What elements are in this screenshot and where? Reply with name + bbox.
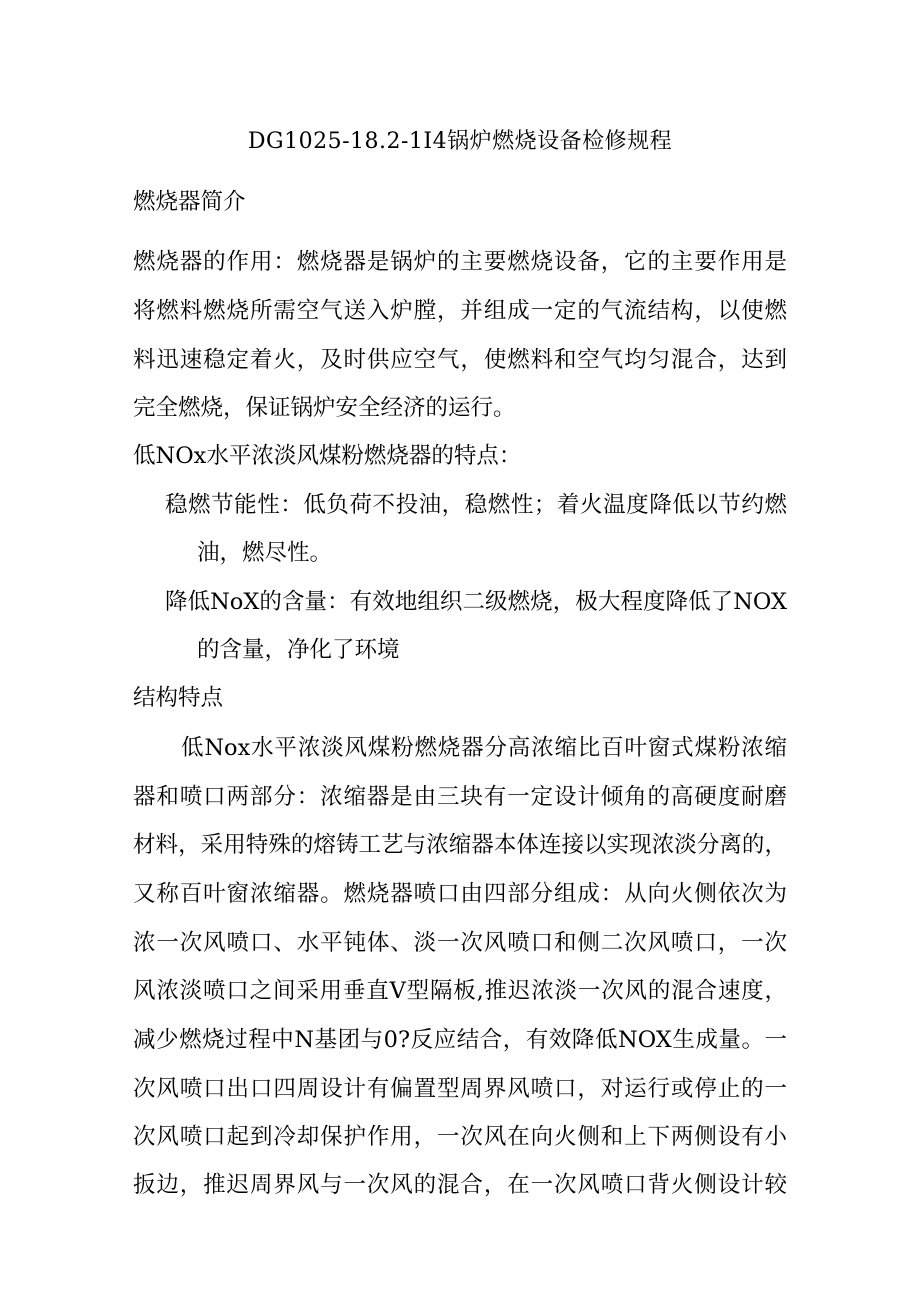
paragraph-line: 减少燃烧过程中N基团与0?反应结合，有效降低NOX生成量。一 [133, 1027, 787, 1053]
section-heading-structure: 结构特点 [133, 685, 224, 711]
paragraph-line: 完全燃烧，保证锅炉安全经济的运行。 [133, 395, 516, 421]
feature-line: 稳燃节能性：低负荷不投油，稳燃性；着火温度降低以节约燃 [165, 492, 787, 518]
paragraph-line: 次风喷口出口四周设计有偏置型周界风喷口，对运行或停止的一 [133, 1076, 787, 1102]
paragraph-line: 器和喷口两部分：浓缩器是由三块有一定设计倾角的高硬度耐磨 [133, 784, 787, 810]
paragraph-line: 材料，采用特殊的熔铸工艺与浓缩器本体连接以实现浓淡分离的， [133, 832, 787, 858]
paragraph-line: 燃烧器的作用：燃烧器是锅炉的主要燃烧设备，它的主要作用是 [133, 249, 787, 275]
paragraph-line: 扳边，推迟周界风与一次风的混合，在一次风喷口背火侧设计较 [133, 1172, 787, 1198]
feature-line: 降低NoX的含量：有效地组织二级燃烧，极大程度降低了NOX [165, 589, 787, 615]
feature-line: 油，燃尽性。 [197, 540, 333, 566]
document-title: DG1025-18.2-1I4锅炉燃烧设备检修规程 [247, 129, 673, 154]
section-heading-burner-intro: 燃烧器简介 [133, 189, 246, 215]
paragraph-line: 低Nox水平浓淡风煤粉燃烧器分高浓缩比百叶窗式煤粉浓缩 [181, 735, 787, 761]
paragraph-line: 又称百叶窗浓缩器。燃烧器喷口由四部分组成：从向火侧依次为 [133, 881, 787, 907]
feature-line: 的含量，净化了环境 [197, 637, 400, 663]
paragraph-line: 次风喷口起到冷却保护作用，一次风在向火侧和上下两侧设有小 [133, 1124, 787, 1150]
paragraph-line: 浓一次风喷口、水平钝体、淡一次风喷口和侧二次风喷口，一次 [133, 930, 787, 956]
paragraph-line: 料迅速稳定着火，及时供应空气，使燃料和空气均匀混合，达到 [133, 347, 787, 373]
features-heading: 低NOx水平浓淡风煤粉燃烧器的特点： [133, 443, 522, 469]
paragraph-line: 风浓淡喷口之间采用垂直V型隔板,推迟浓淡一次风的混合速度， [133, 978, 787, 1004]
paragraph-line: 将燃料燃烧所需空气送入炉膛，并组成一定的气流结构，以使燃 [133, 298, 787, 324]
